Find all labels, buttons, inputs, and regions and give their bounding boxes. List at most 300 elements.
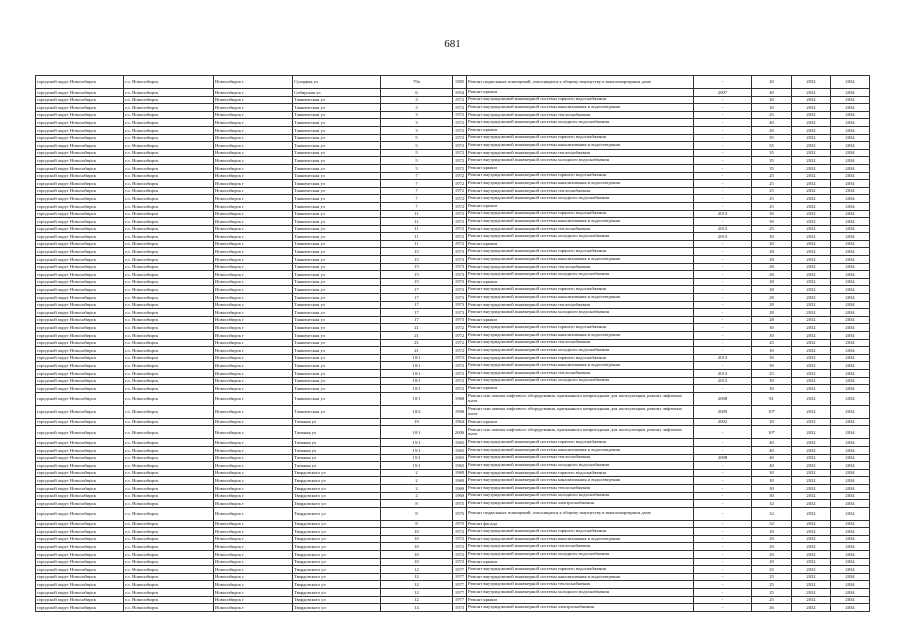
- cell-prev-repair: -: [694, 126, 752, 134]
- cell-house: 21: [381, 339, 453, 347]
- cell-start: 2032: [792, 180, 831, 188]
- cell-start: 2032: [792, 286, 831, 294]
- cell-end: 2034: [831, 551, 870, 559]
- table-row: [36, 347, 870, 355]
- cell-house: 10: [381, 535, 453, 543]
- cell-end: 2034: [831, 233, 870, 241]
- cell-term: 28: [752, 248, 792, 256]
- cell-district: городской округ Новосибирск: [36, 180, 124, 188]
- cell-prev-repair: -: [694, 528, 752, 536]
- cell-year-built: 1972: [453, 339, 467, 347]
- cell-locality: г.о. Новосибирск: [124, 301, 214, 309]
- cell-work: Ремонт крыши: [467, 385, 694, 393]
- cell-end: 2034: [831, 454, 870, 462]
- cell-house: 10: [381, 528, 453, 536]
- cell-locality-type: Новосибирск г: [214, 271, 293, 279]
- cell-start: 2032: [792, 604, 831, 612]
- cell-term: 20: [752, 126, 792, 134]
- cell-locality: г.о. Новосибирск: [124, 520, 214, 528]
- cell-house: 17: [381, 294, 453, 302]
- cell-house: 15/1: [381, 454, 453, 462]
- cell-locality-type: Новосибирск г: [214, 256, 293, 264]
- cell-prev-repair: -: [694, 111, 752, 119]
- cell-locality: г.о. Новосибирск: [124, 535, 214, 543]
- table-row: [36, 369, 870, 377]
- cell-year-built: 1972: [453, 126, 467, 134]
- table-row: [36, 187, 870, 195]
- cell-term: 32: [752, 507, 792, 520]
- cell-locality-type: Новосибирск г: [214, 111, 293, 119]
- cell-house: 10/1: [381, 377, 453, 385]
- cell-locality: г.о. Новосибирск: [124, 172, 214, 180]
- cell-start: 2032: [792, 278, 831, 286]
- cell-locality: г.о. Новосибирск: [124, 354, 214, 362]
- cell-term: 29: [752, 535, 792, 543]
- table-row: [36, 164, 870, 172]
- cell-end: 2034: [831, 405, 870, 418]
- cell-term: 81: [752, 392, 792, 405]
- cell-house: 11: [381, 218, 453, 226]
- cell-locality-type: Новосибирск г: [214, 596, 293, 604]
- cell-district: городской округ Новосибирск: [36, 119, 124, 127]
- cell-term: 10*: [752, 426, 792, 439]
- cell-end: 2034: [831, 369, 870, 377]
- cell-work: Ремонт внутридомовой инженерной системы канализования и водоотведения: [467, 104, 694, 112]
- cell-prev-repair: -: [694, 535, 752, 543]
- cell-year-built: 1972: [453, 210, 467, 218]
- cell-house: 3: [381, 104, 453, 112]
- cell-work: Ремонт крыши: [467, 558, 694, 566]
- cell-term: 30: [752, 484, 792, 492]
- cell-start: 2032: [792, 187, 831, 195]
- cell-locality: г.о. Новосибирск: [124, 405, 214, 418]
- cell-house: 8: [381, 520, 453, 528]
- cell-start: 2032: [792, 469, 831, 477]
- cell-year-built: 1972: [453, 96, 467, 104]
- cell-locality: г.о. Новосибирск: [124, 469, 214, 477]
- cell-prev-repair: -: [694, 581, 752, 589]
- cell-end: 2034: [831, 469, 870, 477]
- cell-term: 25: [752, 339, 792, 347]
- cell-work: Ремонт внутридомовой инженерной системы теплоснабжения: [467, 484, 694, 492]
- cell-house: 15/1: [381, 462, 453, 470]
- cell-district: городской округ Новосибирск: [36, 316, 124, 324]
- cell-locality-type: Новосибирск г: [214, 566, 293, 574]
- cell-prev-repair: 2013: [694, 354, 752, 362]
- cell-prev-repair: -: [694, 339, 752, 347]
- cell-district: городской округ Новосибирск: [36, 218, 124, 226]
- cell-term: 25: [752, 172, 792, 180]
- cell-district: городской округ Новосибирск: [36, 535, 124, 543]
- cell-street: Твардовского ул: [293, 558, 381, 566]
- cell-prev-repair: -: [694, 278, 752, 286]
- cell-term: 25: [752, 225, 792, 233]
- cell-district: городской округ Новосибирск: [36, 172, 124, 180]
- cell-locality-type: Новосибирск г: [214, 581, 293, 589]
- table-row: [36, 111, 870, 119]
- cell-house: 21: [381, 347, 453, 355]
- cell-locality-type: Новосибирск г: [214, 535, 293, 543]
- cell-street: Твардовского ул: [293, 507, 381, 520]
- cell-term: 30: [752, 233, 792, 241]
- cell-start: 2032: [792, 271, 831, 279]
- cell-end: 2034: [831, 573, 870, 581]
- cell-locality-type: Новосибирск г: [214, 520, 293, 528]
- cell-locality-type: Новосибирск г: [214, 339, 293, 347]
- cell-street: Ташкентская ул: [293, 256, 381, 264]
- cell-house: 10/1: [381, 369, 453, 377]
- cell-street: Ташкентская ул: [293, 218, 381, 226]
- cell-street: Ташкентская ул: [293, 157, 381, 165]
- cell-street: Ташкентская ул: [293, 248, 381, 256]
- cell-term: 30: [752, 347, 792, 355]
- cell-district: городской округ Новосибирск: [36, 484, 124, 492]
- cell-start: 2032: [792, 76, 831, 89]
- table-row: [36, 339, 870, 347]
- cell-district: городской округ Новосибирск: [36, 426, 124, 439]
- cell-street: Твардовского ул: [293, 566, 381, 574]
- cell-term: 30: [752, 469, 792, 477]
- cell-locality: г.о. Новосибирск: [124, 263, 214, 271]
- cell-prev-repair: -: [694, 520, 752, 528]
- cell-year-built: 1969: [453, 484, 467, 492]
- cell-prev-repair: -: [694, 543, 752, 551]
- cell-year-built: 1973: [453, 294, 467, 302]
- cell-year-built: 1972: [453, 362, 467, 370]
- cell-house: 17: [381, 286, 453, 294]
- cell-year-built: 1972: [453, 551, 467, 559]
- cell-term: 30: [752, 377, 792, 385]
- cell-start: 2032: [792, 164, 831, 172]
- cell-street: Таежная ул: [293, 446, 381, 454]
- cell-end: 2034: [831, 520, 870, 528]
- cell-locality: г.о. Новосибирск: [124, 446, 214, 454]
- cell-locality: г.о. Новосибирск: [124, 377, 214, 385]
- cell-work: Ремонт внутридомовой инженерной системы горячего водоснабжения: [467, 286, 694, 294]
- cell-prev-repair: -: [694, 324, 752, 332]
- cell-year-built: 1973: [453, 604, 467, 612]
- cell-street: Сухарная ул: [293, 76, 381, 89]
- cell-prev-repair: 2013: [694, 369, 752, 377]
- table-row: [36, 89, 870, 97]
- cell-start: 2032: [792, 507, 831, 520]
- cell-locality: г.о. Новосибирск: [124, 581, 214, 589]
- cell-term: 29: [752, 543, 792, 551]
- cell-street: Ташкентская ул: [293, 263, 381, 271]
- table-row: [36, 202, 870, 210]
- cell-end: 2034: [831, 392, 870, 405]
- table-row: [36, 462, 870, 470]
- cell-prev-repair: 2007: [694, 89, 752, 97]
- cell-end: 2034: [831, 240, 870, 248]
- cell-district: городской округ Новосибирск: [36, 195, 124, 203]
- cell-district: городской округ Новосибирск: [36, 528, 124, 536]
- cell-street: Твардовского ул: [293, 551, 381, 559]
- cell-prev-repair: -: [694, 202, 752, 210]
- cell-district: городской округ Новосибирск: [36, 492, 124, 500]
- cell-term: 10*: [752, 405, 792, 418]
- cell-district: городской округ Новосибирск: [36, 543, 124, 551]
- cell-year-built: 1973: [453, 286, 467, 294]
- cell-year-built: 1977: [453, 581, 467, 589]
- cell-district: городской округ Новосибирск: [36, 96, 124, 104]
- cell-house: 21: [381, 332, 453, 340]
- cell-start: 2032: [792, 454, 831, 462]
- table-row: [36, 418, 870, 426]
- cell-house: 15/1: [381, 439, 453, 447]
- table-row: [36, 104, 870, 112]
- cell-end: 2034: [831, 354, 870, 362]
- cell-locality: г.о. Новосибирск: [124, 233, 214, 241]
- cell-year-built: 1972: [453, 218, 467, 226]
- cell-end: 2034: [831, 225, 870, 233]
- cell-street: Ташкентская ул: [293, 405, 381, 418]
- cell-work: Ремонт или замена лифтового оборудования, признанного непригодным для эксплуатации, ремонт лифтовых шахт: [467, 426, 694, 439]
- cell-end: 2034: [831, 286, 870, 294]
- cell-locality: г.о. Новосибирск: [124, 286, 214, 294]
- table-row: [36, 76, 870, 89]
- cell-prev-repair: -: [694, 316, 752, 324]
- cell-district: городской округ Новосибирск: [36, 439, 124, 447]
- cell-work: Ремонт внутридомовой инженерной системы теплоснабжения: [467, 543, 694, 551]
- cell-locality: г.о. Новосибирск: [124, 339, 214, 347]
- cell-street: Твардовского ул: [293, 484, 381, 492]
- cell-locality-type: Новосибирск г: [214, 142, 293, 150]
- cell-work: Ремонт внутридомовой инженерной системы теплоснабжения: [467, 187, 694, 195]
- cell-prev-repair: 2008: [694, 454, 752, 462]
- cell-street: Ташкентская ул: [293, 134, 381, 142]
- cell-street: Ташкентская ул: [293, 332, 381, 340]
- cell-locality-type: Новосибирск г: [214, 172, 293, 180]
- cell-term: 30: [752, 332, 792, 340]
- cell-work: Ремонт внутридомовой инженерной системы теплоснабжения: [467, 454, 694, 462]
- cell-prev-repair: -: [694, 96, 752, 104]
- table-row: [36, 558, 870, 566]
- cell-term: 28: [752, 301, 792, 309]
- cell-end: 2034: [831, 507, 870, 520]
- cell-district: городской округ Новосибирск: [36, 233, 124, 241]
- cell-start: 2032: [792, 89, 831, 97]
- cell-term: 25: [752, 596, 792, 604]
- table-row: [36, 596, 870, 604]
- cell-house: 17: [381, 309, 453, 317]
- cell-prev-repair: 2013: [694, 225, 752, 233]
- cell-locality: г.о. Новосибирск: [124, 316, 214, 324]
- cell-locality-type: Новосибирск г: [214, 528, 293, 536]
- table-row: [36, 492, 870, 500]
- cell-locality-type: Новосибирск г: [214, 385, 293, 393]
- cell-locality: г.о. Новосибирск: [124, 218, 214, 226]
- cell-locality-type: Новосибирск г: [214, 454, 293, 462]
- cell-start: 2032: [792, 392, 831, 405]
- cell-district: городской округ Новосибирск: [36, 164, 124, 172]
- page-number: 681: [444, 38, 461, 50]
- cell-start: 2032: [792, 332, 831, 340]
- cell-locality: г.о. Новосибирск: [124, 256, 214, 264]
- cell-year-built: 1972: [453, 233, 467, 241]
- cell-prev-repair: -: [694, 462, 752, 470]
- cell-prev-repair: -: [694, 149, 752, 157]
- cell-district: городской округ Новосибирск: [36, 271, 124, 279]
- cell-start: 2032: [792, 500, 831, 508]
- cell-year-built: 1969: [453, 469, 467, 477]
- cell-prev-repair: -: [694, 385, 752, 393]
- cell-locality: г.о. Новосибирск: [124, 385, 214, 393]
- cell-street: Сибирская ул: [293, 89, 381, 97]
- cell-locality: г.о. Новосибирск: [124, 89, 214, 97]
- cell-prev-repair: -: [694, 439, 752, 447]
- cell-locality: г.о. Новосибирск: [124, 248, 214, 256]
- cell-year-built: 1969: [453, 477, 467, 485]
- cell-end: 2034: [831, 202, 870, 210]
- cell-start: 2032: [792, 339, 831, 347]
- table-row: [36, 500, 870, 508]
- cell-start: 2032: [792, 172, 831, 180]
- table-row: [36, 134, 870, 142]
- cell-house: 19: [381, 418, 453, 426]
- cell-term: 35: [752, 164, 792, 172]
- cell-work: Ремонт внутридомовой инженерной системы канализования и водоотведения: [467, 362, 694, 370]
- cell-end: 2034: [831, 119, 870, 127]
- cell-district: городской округ Новосибирск: [36, 324, 124, 332]
- cell-district: городской округ Новосибирск: [36, 347, 124, 355]
- cell-locality: г.о. Новосибирск: [124, 589, 214, 597]
- cell-locality-type: Новосибирск г: [214, 446, 293, 454]
- cell-street: Твардовского ул: [293, 492, 381, 500]
- cell-house: 8: [381, 507, 453, 520]
- cell-district: городской округ Новосибирск: [36, 507, 124, 520]
- cell-house: 3: [381, 119, 453, 127]
- cell-street: Ташкентская ул: [293, 210, 381, 218]
- cell-year-built: 1968: [453, 392, 467, 405]
- table-row: [36, 385, 870, 393]
- cell-start: 2032: [792, 589, 831, 597]
- cell-start: 2032: [792, 551, 831, 559]
- cell-street: Твардовского ул: [293, 543, 381, 551]
- cell-start: 2032: [792, 294, 831, 302]
- table-row: [36, 119, 870, 127]
- cell-end: 2034: [831, 271, 870, 279]
- cell-end: 2034: [831, 462, 870, 470]
- cell-house: 2: [381, 492, 453, 500]
- cell-locality: г.о. Новосибирск: [124, 477, 214, 485]
- cell-locality-type: Новосибирск г: [214, 149, 293, 157]
- table-row: [36, 180, 870, 188]
- cell-district: городской округ Новосибирск: [36, 134, 124, 142]
- cell-locality-type: Новосибирск г: [214, 294, 293, 302]
- cell-term: 25: [752, 180, 792, 188]
- cell-locality: г.о. Новосибирск: [124, 142, 214, 150]
- cell-locality-type: Новосибирск г: [214, 418, 293, 426]
- cell-work: Ремонт внутридомовой инженерной системы холодного водоснабжения: [467, 347, 694, 355]
- cell-prev-repair: -: [694, 596, 752, 604]
- cell-prev-repair: -: [694, 309, 752, 317]
- table-row: [36, 195, 870, 203]
- table-row: [36, 96, 870, 104]
- cell-prev-repair: -: [694, 195, 752, 203]
- cell-year-built: 1975: [453, 520, 467, 528]
- table-row: [36, 294, 870, 302]
- cell-year-built: 1972: [453, 535, 467, 543]
- cell-year-built: 1977: [453, 596, 467, 604]
- cell-end: 2034: [831, 596, 870, 604]
- cell-year-built: 1972: [453, 157, 467, 165]
- cell-street: Ташкентская ул: [293, 149, 381, 157]
- cell-prev-repair: -: [694, 558, 752, 566]
- cell-work: Ремонт внутридомовой инженерной системы холодного водоснабжения: [467, 377, 694, 385]
- cell-end: 2034: [831, 180, 870, 188]
- table-row: [36, 484, 870, 492]
- cell-end: 2034: [831, 142, 870, 150]
- cell-end: 2034: [831, 248, 870, 256]
- cell-street: Ташкентская ул: [293, 369, 381, 377]
- cell-term: 40: [752, 119, 792, 127]
- cell-locality: г.о. Новосибирск: [124, 126, 214, 134]
- cell-district: городской округ Новосибирск: [36, 286, 124, 294]
- cell-street: Ташкентская ул: [293, 278, 381, 286]
- cell-year-built: 1972: [453, 324, 467, 332]
- cell-locality-type: Новосибирск г: [214, 589, 293, 597]
- cell-district: городской округ Новосибирск: [36, 294, 124, 302]
- cell-street: Твардовского ул: [293, 573, 381, 581]
- cell-locality-type: Новосибирск г: [214, 126, 293, 134]
- cell-term: 29: [752, 418, 792, 426]
- cell-locality: г.о. Новосибирск: [124, 202, 214, 210]
- cell-locality-type: Новосибирск г: [214, 134, 293, 142]
- cell-start: 2032: [792, 149, 831, 157]
- cell-end: 2034: [831, 484, 870, 492]
- cell-term: 28: [752, 256, 792, 264]
- cell-year-built: 1973: [453, 248, 467, 256]
- cell-house: 17: [381, 316, 453, 324]
- cell-end: 2034: [831, 301, 870, 309]
- cell-district: городской округ Новосибирск: [36, 354, 124, 362]
- table-row: [36, 469, 870, 477]
- cell-district: городской округ Новосибирск: [36, 551, 124, 559]
- cell-term: 35: [752, 157, 792, 165]
- cell-end: 2034: [831, 385, 870, 393]
- cell-locality: г.о. Новосибирск: [124, 492, 214, 500]
- cell-house: 10/2: [381, 405, 453, 418]
- table-row: [36, 405, 870, 418]
- cell-end: 2034: [831, 263, 870, 271]
- cell-locality: г.о. Новосибирск: [124, 332, 214, 340]
- cell-locality: г.о. Новосибирск: [124, 76, 214, 89]
- cell-house: 11: [381, 240, 453, 248]
- cell-street: Ташкентская ул: [293, 195, 381, 203]
- cell-prev-repair: -: [694, 332, 752, 340]
- cell-locality: г.о. Новосибирск: [124, 119, 214, 127]
- cell-year-built: 1965: [453, 454, 467, 462]
- cell-district: городской округ Новосибирск: [36, 240, 124, 248]
- table-row: [36, 454, 870, 462]
- cell-locality-type: Новосибирск г: [214, 89, 293, 97]
- cell-locality: г.о. Новосибирск: [124, 294, 214, 302]
- cell-street: Твардовского ул: [293, 596, 381, 604]
- cell-work: Ремонт внутридомовой инженерной системы горячего водоснабжения: [467, 248, 694, 256]
- cell-term: 25: [752, 195, 792, 203]
- cell-street: Таежная ул: [293, 426, 381, 439]
- cell-term: 30: [752, 362, 792, 370]
- cell-start: 2032: [792, 566, 831, 574]
- cell-end: 2034: [831, 294, 870, 302]
- cell-house: 7: [381, 187, 453, 195]
- table-row: [36, 520, 870, 528]
- cell-prev-repair: -: [694, 142, 752, 150]
- cell-district: городской округ Новосибирск: [36, 566, 124, 574]
- cell-year-built: 1972: [453, 347, 467, 355]
- cell-year-built: 1972: [453, 104, 467, 112]
